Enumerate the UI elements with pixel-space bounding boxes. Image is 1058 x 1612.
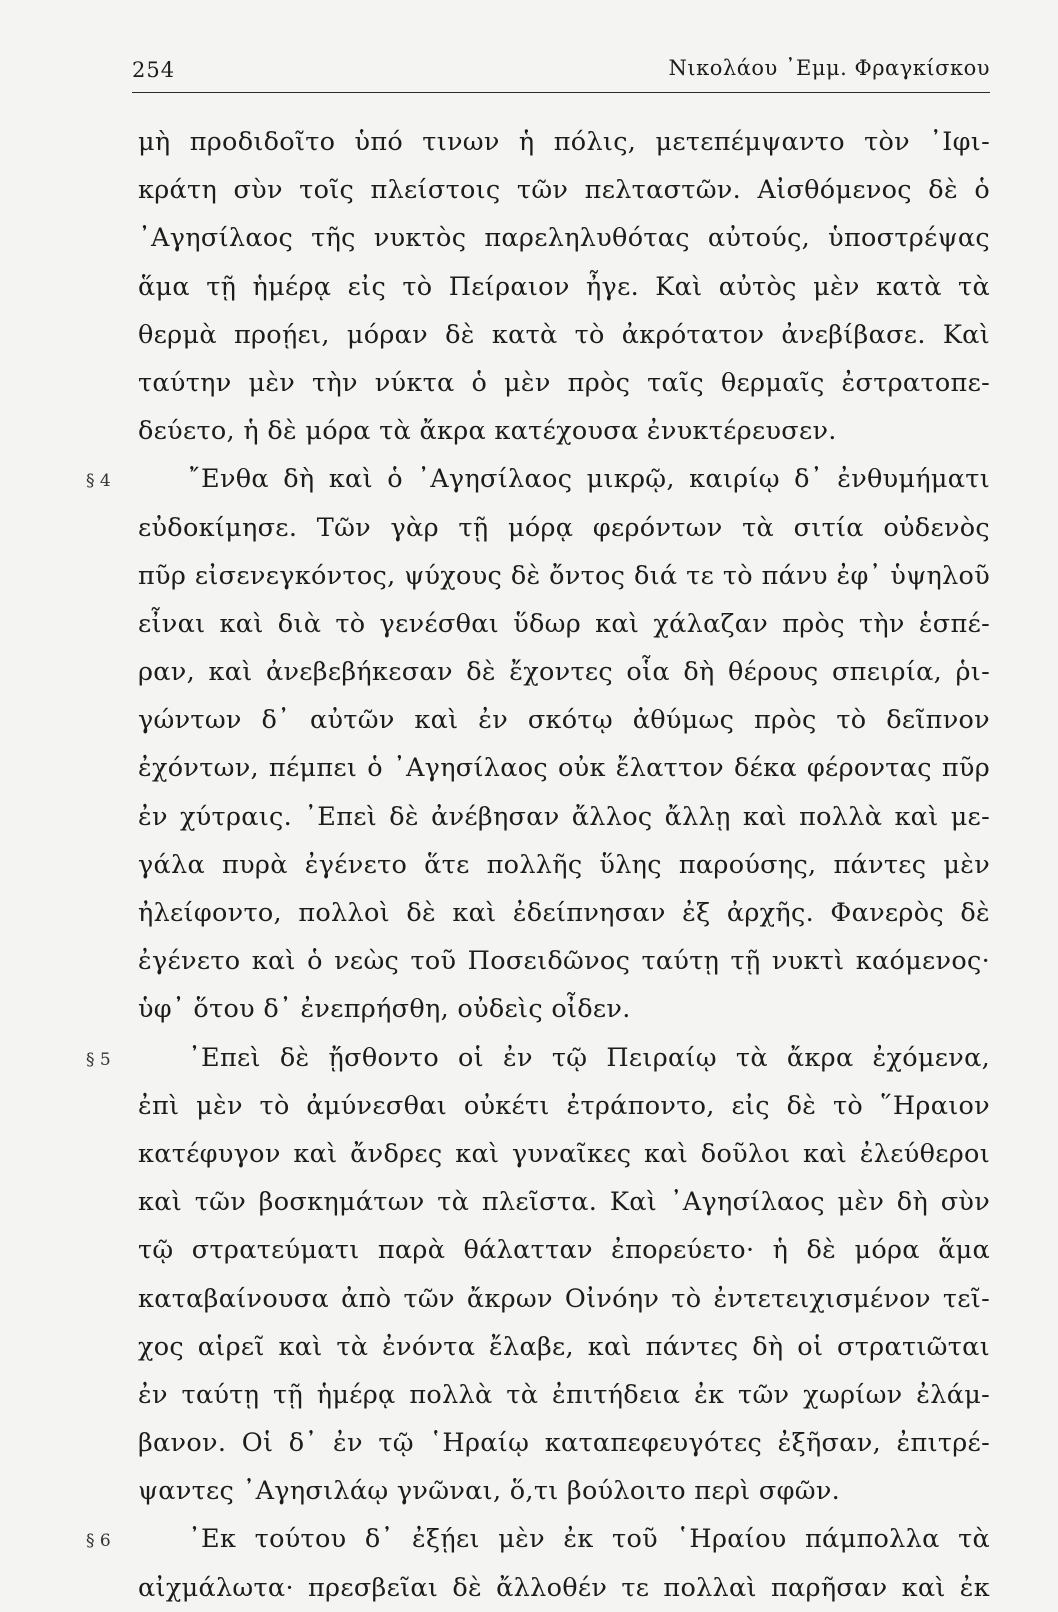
- text-line: [0, 937, 1058, 985]
- line-text: γώντων δ᾿ αὐτῶν καὶ ἐν σκότῳ ἀθύμως πρὸς τὸ δεῖπνον: [138, 705, 990, 736]
- page-header: [132, 46, 990, 90]
- line-text: ὑφ᾿ ὅτου δ᾿ ἐνεπρήσθη, οὐδεὶς οἶδεν.: [138, 994, 631, 1025]
- line-text: ἐγένετο καὶ ὁ νεὼς τοῦ Ποσειδῶνος ταύτῃ τῇ νυκτὶ καόμενος·: [138, 946, 990, 977]
- text-line: [0, 985, 1058, 1033]
- text-line: [0, 1275, 1058, 1323]
- line-text: ραν, καὶ ἀνεβεβήκεσαν δὲ ἔχοντες οἷα δὴ θέρους σπειρία, ῥι-: [138, 657, 990, 688]
- line-text: ἐπὶ μὲν τὸ ἀμύνεσθαι οὐκέτι ἐτράποντο, εἰς δὲ τὸ ῞Ηραιον: [138, 1090, 990, 1121]
- line-text: ᾿Επεὶ δὲ ᾔσθοντο οἱ ἐν τῷ Πειραίῳ τὰ ἄκρα ἐχόμενα,: [188, 1042, 990, 1073]
- line-text: τῷ στρατεύματι παρὰ θάλατταν ἐπορεύετο· ἡ δὲ μόρα ἅμα: [138, 1235, 990, 1266]
- text-line: [0, 118, 1058, 166]
- text-line: [0, 166, 1058, 214]
- text-line: [0, 1419, 1058, 1467]
- line-text: γάλα πυρὰ ἐγένετο ἅτε πολλῆς ὕλης παρούσης, πάντες μὲν: [138, 849, 990, 880]
- text-line: [0, 600, 1058, 648]
- page-number: 254: [132, 58, 176, 82]
- line-text: θερμὰ προῄει, μόραν δὲ κατὰ τὸ ἀκρότατον ἀνεβίβασε. Καὶ: [138, 319, 990, 350]
- line-text: χος αἱρεῖ καὶ τὰ ἐνόντα ἔλαβε, καὶ πάντες δὴ οἱ στρατιῶται: [138, 1331, 990, 1362]
- section-marker: § 4: [86, 471, 111, 492]
- line-text: κράτη σὺν τοῖς πλείστοις τῶν πελταστῶν. Αἰσθόμενος δὲ ὁ: [138, 175, 990, 206]
- line-text: πῦρ εἰσενεγκόντος, ψύχους δὲ ὄντος διά τε τὸ πάνυ ἐφ᾿ ὑψηλοῦ: [138, 560, 990, 591]
- text-line: [0, 1467, 1058, 1515]
- text-line: [0, 311, 1058, 359]
- header-rule: [132, 92, 990, 93]
- line-text: κατέφυγον καὶ ἄνδρες καὶ γυναῖκες καὶ δοῦλοι καὶ ἐλεύθεροι: [138, 1138, 990, 1169]
- text-line: [0, 1515, 1058, 1563]
- line-text: ἐν χύτραις. ᾿Επεὶ δὲ ἀνέβησαν ἄλλος ἄλλῃ καὶ πολλὰ καὶ με-: [138, 801, 990, 832]
- text-line: [0, 455, 1058, 503]
- text-line: [0, 1564, 1058, 1612]
- text-line: [0, 1178, 1058, 1226]
- line-text: ᾿Εκ τούτου δ᾿ ἐξῄει μὲν ἐκ τοῦ ῾Ηραίου πάμπολλα τὰ: [188, 1524, 990, 1555]
- body-text: [0, 118, 1058, 1612]
- text-line: [0, 552, 1058, 600]
- line-text: ἠλείφοντο, πολλοὶ δὲ καὶ ἐδείπνησαν ἐξ ἀρχῆς. Φανερὸς δὲ: [138, 898, 990, 928]
- text-line: [0, 1130, 1058, 1178]
- text-line: [0, 1034, 1058, 1082]
- section-marker: § 5: [86, 1049, 111, 1070]
- line-text: εὐδοκίμησε. Τῶν γὰρ τῇ μόρᾳ φερόντων τὰ σιτία οὐδενὸς: [138, 512, 990, 543]
- section-marker: § 6: [86, 1531, 111, 1552]
- text-line: [0, 407, 1058, 455]
- line-text: ἐν ταύτῃ τῇ ἡμέρᾳ πολλὰ τὰ ἐπιτήδεια ἐκ τῶν χωρίων ἐλάμ-: [138, 1379, 990, 1410]
- line-text: μὴ προδιδοῖτο ὑπό τινων ἡ πόλις, μετεπέμψαντο τὸν ᾿Ιφι-: [138, 127, 990, 157]
- text-line: [0, 1226, 1058, 1274]
- line-text: βανον. Οἱ δ᾿ ἐν τῷ ῾Ηραίῳ καταπεφευγότες ἐξῆσαν, ἐπιτρέ-: [138, 1428, 990, 1459]
- line-text: καταβαίνουσα ἀπὸ τῶν ἄκρων Οἰνόην τὸ ἐντετειχισμένον τεῖ-: [138, 1283, 990, 1314]
- line-text: ταύτην μὲν τὴν νύκτα ὁ μὲν πρὸς ταῖς θερμαῖς ἐστρατοπε-: [138, 367, 990, 398]
- text-line: [0, 696, 1058, 744]
- line-text: εἶναι καὶ διὰ τὸ γενέσθαι ὕδωρ καὶ χάλαζαν πρὸς τὴν ἑσπέ-: [138, 608, 990, 639]
- text-line: [0, 263, 1058, 311]
- line-text: καὶ τῶν βοσκημάτων τὰ πλεῖστα. Καὶ ᾿Αγησίλαος μὲν δὴ σὺν: [138, 1187, 990, 1218]
- line-text: ῎Ενθα δὴ καὶ ὁ ᾿Αγησίλαος μικρῷ, καιρίῳ δ᾿ ἐνθυμήματι: [188, 464, 990, 495]
- text-line: [0, 504, 1058, 552]
- line-text: ψαντες ᾿Αγησιλάῳ γνῶναι, ὅ,τι βούλοιτο περὶ σφῶν.: [138, 1476, 841, 1507]
- running-head: Νικολάου ᾿Εμμ. Φραγκίσκου: [668, 56, 990, 80]
- text-line: [0, 359, 1058, 407]
- line-text: δεύετο, ἡ δὲ μόρα τὰ ἄκρα κατέχουσα ἐνυκτέρευσεν.: [138, 416, 837, 447]
- line-text: ἅμα τῇ ἡμέρᾳ εἰς τὸ Πείραιον ἦγε. Καὶ αὐτὸς μὲν κατὰ τὰ: [138, 271, 990, 302]
- text-line: [0, 1371, 1058, 1419]
- text-line: [0, 214, 1058, 262]
- text-line: [0, 841, 1058, 889]
- text-line: [0, 889, 1058, 937]
- text-line: [0, 744, 1058, 792]
- text-line: [0, 1082, 1058, 1130]
- text-line: [0, 793, 1058, 841]
- line-text: ᾿Αγησίλαος τῆς νυκτὸς παρεληλυθότας αὐτούς, ὑποστρέψας: [138, 223, 990, 254]
- text-line: [0, 1323, 1058, 1371]
- text-line: [0, 648, 1058, 696]
- line-text: αἰχμάλωτα· πρεσβεῖαι δὲ ἄλλοθέν τε πολλαὶ παρῆσαν καὶ ἐκ: [138, 1572, 990, 1603]
- line-text: ἐχόντων, πέμπει ὁ ᾿Αγησίλαος οὐκ ἔλαττον δέκα φέροντας πῦρ: [138, 753, 990, 784]
